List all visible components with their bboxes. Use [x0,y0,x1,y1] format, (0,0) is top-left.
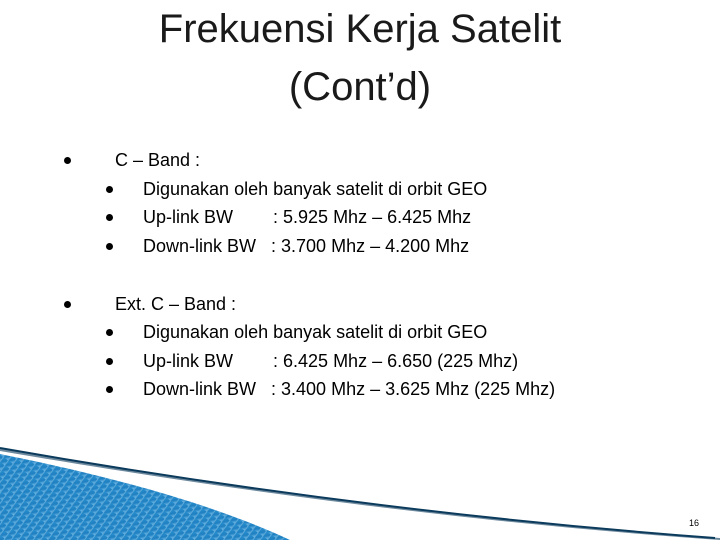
bullet-icon [106,186,113,193]
bullet-icon [106,329,113,336]
slide-title-line-1: Frekuensi Kerja Satelit [158,7,562,51]
section-heading-ext-c-band: Ext. C – Band : [115,294,237,314]
bullet-icon [64,157,71,164]
list-item: Digunakan oleh banyak satelit di orbit GEO [143,322,488,342]
slide-title [0,0,720,116]
list-item: Down-link BW : 3.700 Mhz – 4.200 Mhz [143,236,470,256]
decorative-swoosh [0,440,720,540]
list-item: Digunakan oleh banyak satelit di orbit GEO [143,179,488,199]
bullet-icon [106,386,113,393]
page-number: 16 [689,518,700,528]
bullet-icon [106,243,113,250]
section-heading-c-band: C – Band : [115,150,201,170]
list-item: Down-link BW : 3.400 Mhz – 3.625 Mhz (225 Mhz) [143,379,556,399]
bullet-icon [106,214,113,221]
slide-title-line-2: (Cont’d) [288,65,432,109]
bullet-icon [64,301,71,308]
bullet-icon [106,358,113,365]
list-item: Up-link BW : 5.925 Mhz – 6.425 Mhz [143,207,472,227]
list-item: Up-link BW : 6.425 Mhz – 6.650 (225 Mhz) [143,351,519,371]
